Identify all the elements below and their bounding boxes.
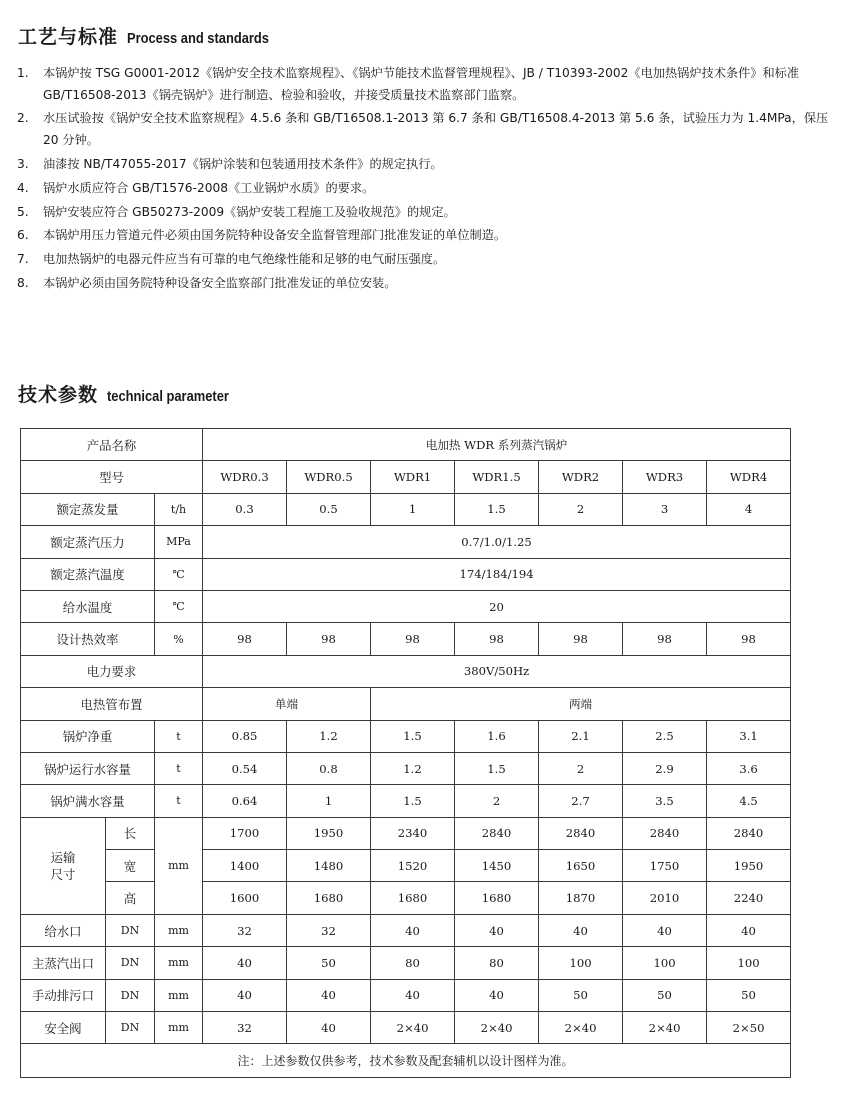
value-cell: 0.5 [287,493,371,525]
power-label: 电力要求 [21,655,203,687]
value-cell: 2 [455,785,539,817]
value-cell: 32 [203,914,287,946]
model-row [21,461,791,493]
value-cell: 1680 [371,882,455,914]
value-cell: 50 [287,947,371,979]
value-cell: WDR0.3 [203,461,287,493]
value-cell: 2010 [623,882,707,914]
value-cell: 1.2 [287,720,371,752]
standards-list [17,63,839,297]
efficiency-unit: % [155,623,203,655]
standard-item [17,178,839,200]
standard-item-number: 7. [17,252,29,267]
feedtemp-label: 给水温度 [21,590,155,622]
value-cell: 1450 [455,850,539,882]
model-label: 型号 [21,461,203,493]
valve-label: 安全阀 [21,1012,106,1044]
value-cell: 3.6 [707,752,791,784]
value-cell: 100 [623,947,707,979]
efficiency-row [21,623,791,655]
standard-item-text: 本锅炉必须由国务院特种设备安全监察部门批准发证的单位安装。 [43,276,397,291]
standards-title-en: Process and standards [127,30,269,47]
value-cell: 2 [539,752,623,784]
steamout-label: 主蒸汽出口 [21,947,106,979]
feedtemp-unit: ℃ [155,590,203,622]
inlet-unit: mm [155,914,203,946]
inlet-dn: DN [106,914,155,946]
value-cell: 2840 [455,817,539,849]
product-name-value: 电加热 WDR 系列蒸汽锅炉 [203,429,791,461]
value-cell: 40 [539,914,623,946]
standard-item [17,108,839,151]
technical-parameter-table [20,428,791,1078]
value-cell: 1400 [203,850,287,882]
standard-item-text: 本锅炉按 TSG G0001-2012《锅炉安全技术监察规程》、《锅炉节能技术监督管理规程》、JB / T10393-2002《电加热锅炉技术条件》和标准 GB/T16508-2013《锅壳锅炉》进行制造、检验和验收，并接受质量技术监察部门监察。 [43,66,800,102]
shipping-unit: mm [155,817,203,914]
value-cell: 2240 [707,882,791,914]
shipping-length-row [21,817,791,849]
value-cell: 40 [287,979,371,1011]
evap-unit: t/h [155,493,203,525]
value-cell: 0.85 [203,720,287,752]
value-cell: 1680 [455,882,539,914]
power-value: 380V/50Hz [203,655,791,687]
value-cell: 98 [623,623,707,655]
standard-item-number: 1. [17,66,29,80]
note-row [21,1044,791,1078]
value-cell: WDR1 [371,461,455,493]
value-cell: 50 [707,979,791,1011]
steamout-dn: DN [106,947,155,979]
temp-label: 额定蒸汽温度 [21,558,155,590]
value-cell: 1.6 [455,720,539,752]
standard-item-number: 5. [17,204,29,219]
value-cell: 40 [455,979,539,1011]
standards-section-title [18,22,292,49]
shipping-width-label: 宽 [106,850,155,882]
pressure-label: 额定蒸汽压力 [21,526,155,558]
value-cell: 40 [287,1012,371,1044]
netweight-label: 锅炉净重 [21,720,155,752]
standard-item-text: 电加热锅炉的电器元件应当有可靠的电气绝缘性能和足够的电气耐压强度。 [43,252,446,267]
standard-item-number: 4. [17,180,29,195]
value-cell: WDR0.5 [287,461,371,493]
steamout-unit: mm [155,947,203,979]
value-cell: WDR4 [707,461,791,493]
value-cell: 1950 [287,817,371,849]
value-cell: 98 [707,623,791,655]
value-cell: 1.2 [371,752,455,784]
layout-double: 两端 [371,688,791,720]
value-cell: 2×50 [707,1012,791,1044]
value-cell: 40 [623,914,707,946]
value-cell: 2×40 [623,1012,707,1044]
standard-item-text: 油漆按 NB/T47055-2017《锅炉涂装和包装通用技术条件》的规定执行。 [43,156,443,171]
value-cell: 1 [287,785,371,817]
params-title-zh: 技术参数 [18,384,99,406]
value-cell: 100 [539,947,623,979]
standard-item [17,63,839,106]
value-cell: 98 [203,623,287,655]
params-title-en: technical parameter [107,388,229,405]
runwater-unit: t [155,752,203,784]
value-cell: 1 [371,493,455,525]
value-cell: 1700 [203,817,287,849]
temp-unit: ℃ [155,558,203,590]
product-name-label: 产品名称 [21,429,203,461]
value-cell: 4 [707,493,791,525]
valve-dn: DN [106,1012,155,1044]
inlet-label: 给水口 [21,914,106,946]
value-cell: 2×40 [455,1012,539,1044]
efficiency-label: 设计热效率 [21,623,155,655]
steamout-row [21,947,791,979]
standard-item-text: 锅炉安装应符合 GB50273-2009《锅炉安装工程施工及验收规范》的规定。 [43,204,456,219]
value-cell: 98 [287,623,371,655]
inlet-row [21,914,791,946]
power-row [21,655,791,687]
standard-item [17,154,839,176]
runwater-row [21,752,791,784]
standard-item-text: 本锅炉用压力管道元件必须由国务院特种设备安全监督管理部门批准发证的单位制造。 [43,228,507,243]
value-cell: 32 [203,1012,287,1044]
standards-title-zh: 工艺与标准 [18,26,119,48]
layout-single: 单端 [203,688,371,720]
value-cell: 80 [371,947,455,979]
value-cell: 0.3 [203,493,287,525]
value-cell: 50 [623,979,707,1011]
value-cell: 1600 [203,882,287,914]
value-cell: 50 [539,979,623,1011]
drain-label: 手动排污口 [21,979,106,1011]
standard-item [17,273,839,295]
value-cell: 2 [539,493,623,525]
value-cell: 1.5 [455,493,539,525]
shipping-width-row [21,850,791,882]
product-row [21,429,791,461]
standard-item [17,249,839,271]
feedtemp-row [21,590,791,622]
layout-label: 电热管布置 [21,688,203,720]
value-cell: 1480 [287,850,371,882]
params-section-title [18,380,249,407]
valve-row [21,1012,791,1044]
shipping-height-row [21,882,791,914]
value-cell: 4.5 [707,785,791,817]
fullwater-label: 锅炉满水容量 [21,785,155,817]
value-cell: 2840 [623,817,707,849]
value-cell: 40 [203,947,287,979]
value-cell: 98 [371,623,455,655]
value-cell: 1520 [371,850,455,882]
value-cell: 2.9 [623,752,707,784]
standard-item [17,225,839,247]
runwater-label: 锅炉运行水容量 [21,752,155,784]
netweight-unit: t [155,720,203,752]
standard-item-number: 3. [17,156,29,171]
value-cell: 100 [707,947,791,979]
value-cell: 40 [455,914,539,946]
standard-item-number: 6. [17,228,29,243]
shipping-length-label: 长 [106,817,155,849]
standard-item-number: 2. [17,111,29,126]
value-cell: 0.8 [287,752,371,784]
value-cell: 80 [455,947,539,979]
value-cell: 40 [203,979,287,1011]
value-cell: 0.64 [203,785,287,817]
value-cell: 32 [287,914,371,946]
fullwater-unit: t [155,785,203,817]
pressure-row [21,526,791,558]
drain-unit: mm [155,979,203,1011]
netweight-row [21,720,791,752]
table-note: 注：上述参数仅供参考，技术参数及配套辅机以设计图样为准。 [21,1044,791,1078]
standard-item-text: 水压试验按《锅炉安全技术监察规程》4.5.6 条和 GB/T16508.1-2013 第 6.7 条和 GB/T16508.4-2013 第 5.6 条，试验压力为 1.4MPa，保压 20 分钟。 [43,111,829,147]
value-cell: 0.54 [203,752,287,784]
temp-value: 174/184/194 [203,558,791,590]
value-cell: 2840 [539,817,623,849]
value-cell: 40 [371,914,455,946]
value-cell: 3 [623,493,707,525]
value-cell: 1650 [539,850,623,882]
value-cell: 3.5 [623,785,707,817]
temp-row [21,558,791,590]
value-cell: 98 [539,623,623,655]
value-cell: 1870 [539,882,623,914]
value-cell: 1.5 [371,720,455,752]
value-cell: 40 [707,914,791,946]
shipping-height-label: 高 [106,882,155,914]
value-cell: 40 [371,979,455,1011]
value-cell: 2×40 [539,1012,623,1044]
value-cell: 1680 [287,882,371,914]
standard-item [17,202,839,224]
pressure-value: 0.7/1.0/1.25 [203,526,791,558]
feedtemp-value: 20 [203,590,791,622]
value-cell: 2.5 [623,720,707,752]
value-cell: WDR3 [623,461,707,493]
value-cell: 2.7 [539,785,623,817]
value-cell: 1.5 [455,752,539,784]
drain-dn: DN [106,979,155,1011]
value-cell: 2340 [371,817,455,849]
value-cell: 98 [455,623,539,655]
value-cell: WDR2 [539,461,623,493]
value-cell: 2840 [707,817,791,849]
value-cell: 1950 [707,850,791,882]
pressure-unit: MPa [155,526,203,558]
fullwater-row [21,785,791,817]
shipping-size-label: 运输 尺寸 [21,817,106,914]
drain-row [21,979,791,1011]
value-cell: 1750 [623,850,707,882]
valve-unit: mm [155,1012,203,1044]
evap-label: 额定蒸发量 [21,493,155,525]
value-cell: 2×40 [371,1012,455,1044]
value-cell: 1.5 [371,785,455,817]
value-cell: 2.1 [539,720,623,752]
value-cell: WDR1.5 [455,461,539,493]
standard-item-number: 8. [17,276,29,291]
layout-row [21,688,791,720]
standard-item-text: 锅炉水质应符合 GB/T1576-2008《工业锅炉水质》的要求。 [43,180,375,195]
value-cell: 3.1 [707,720,791,752]
evap-row [21,493,791,525]
